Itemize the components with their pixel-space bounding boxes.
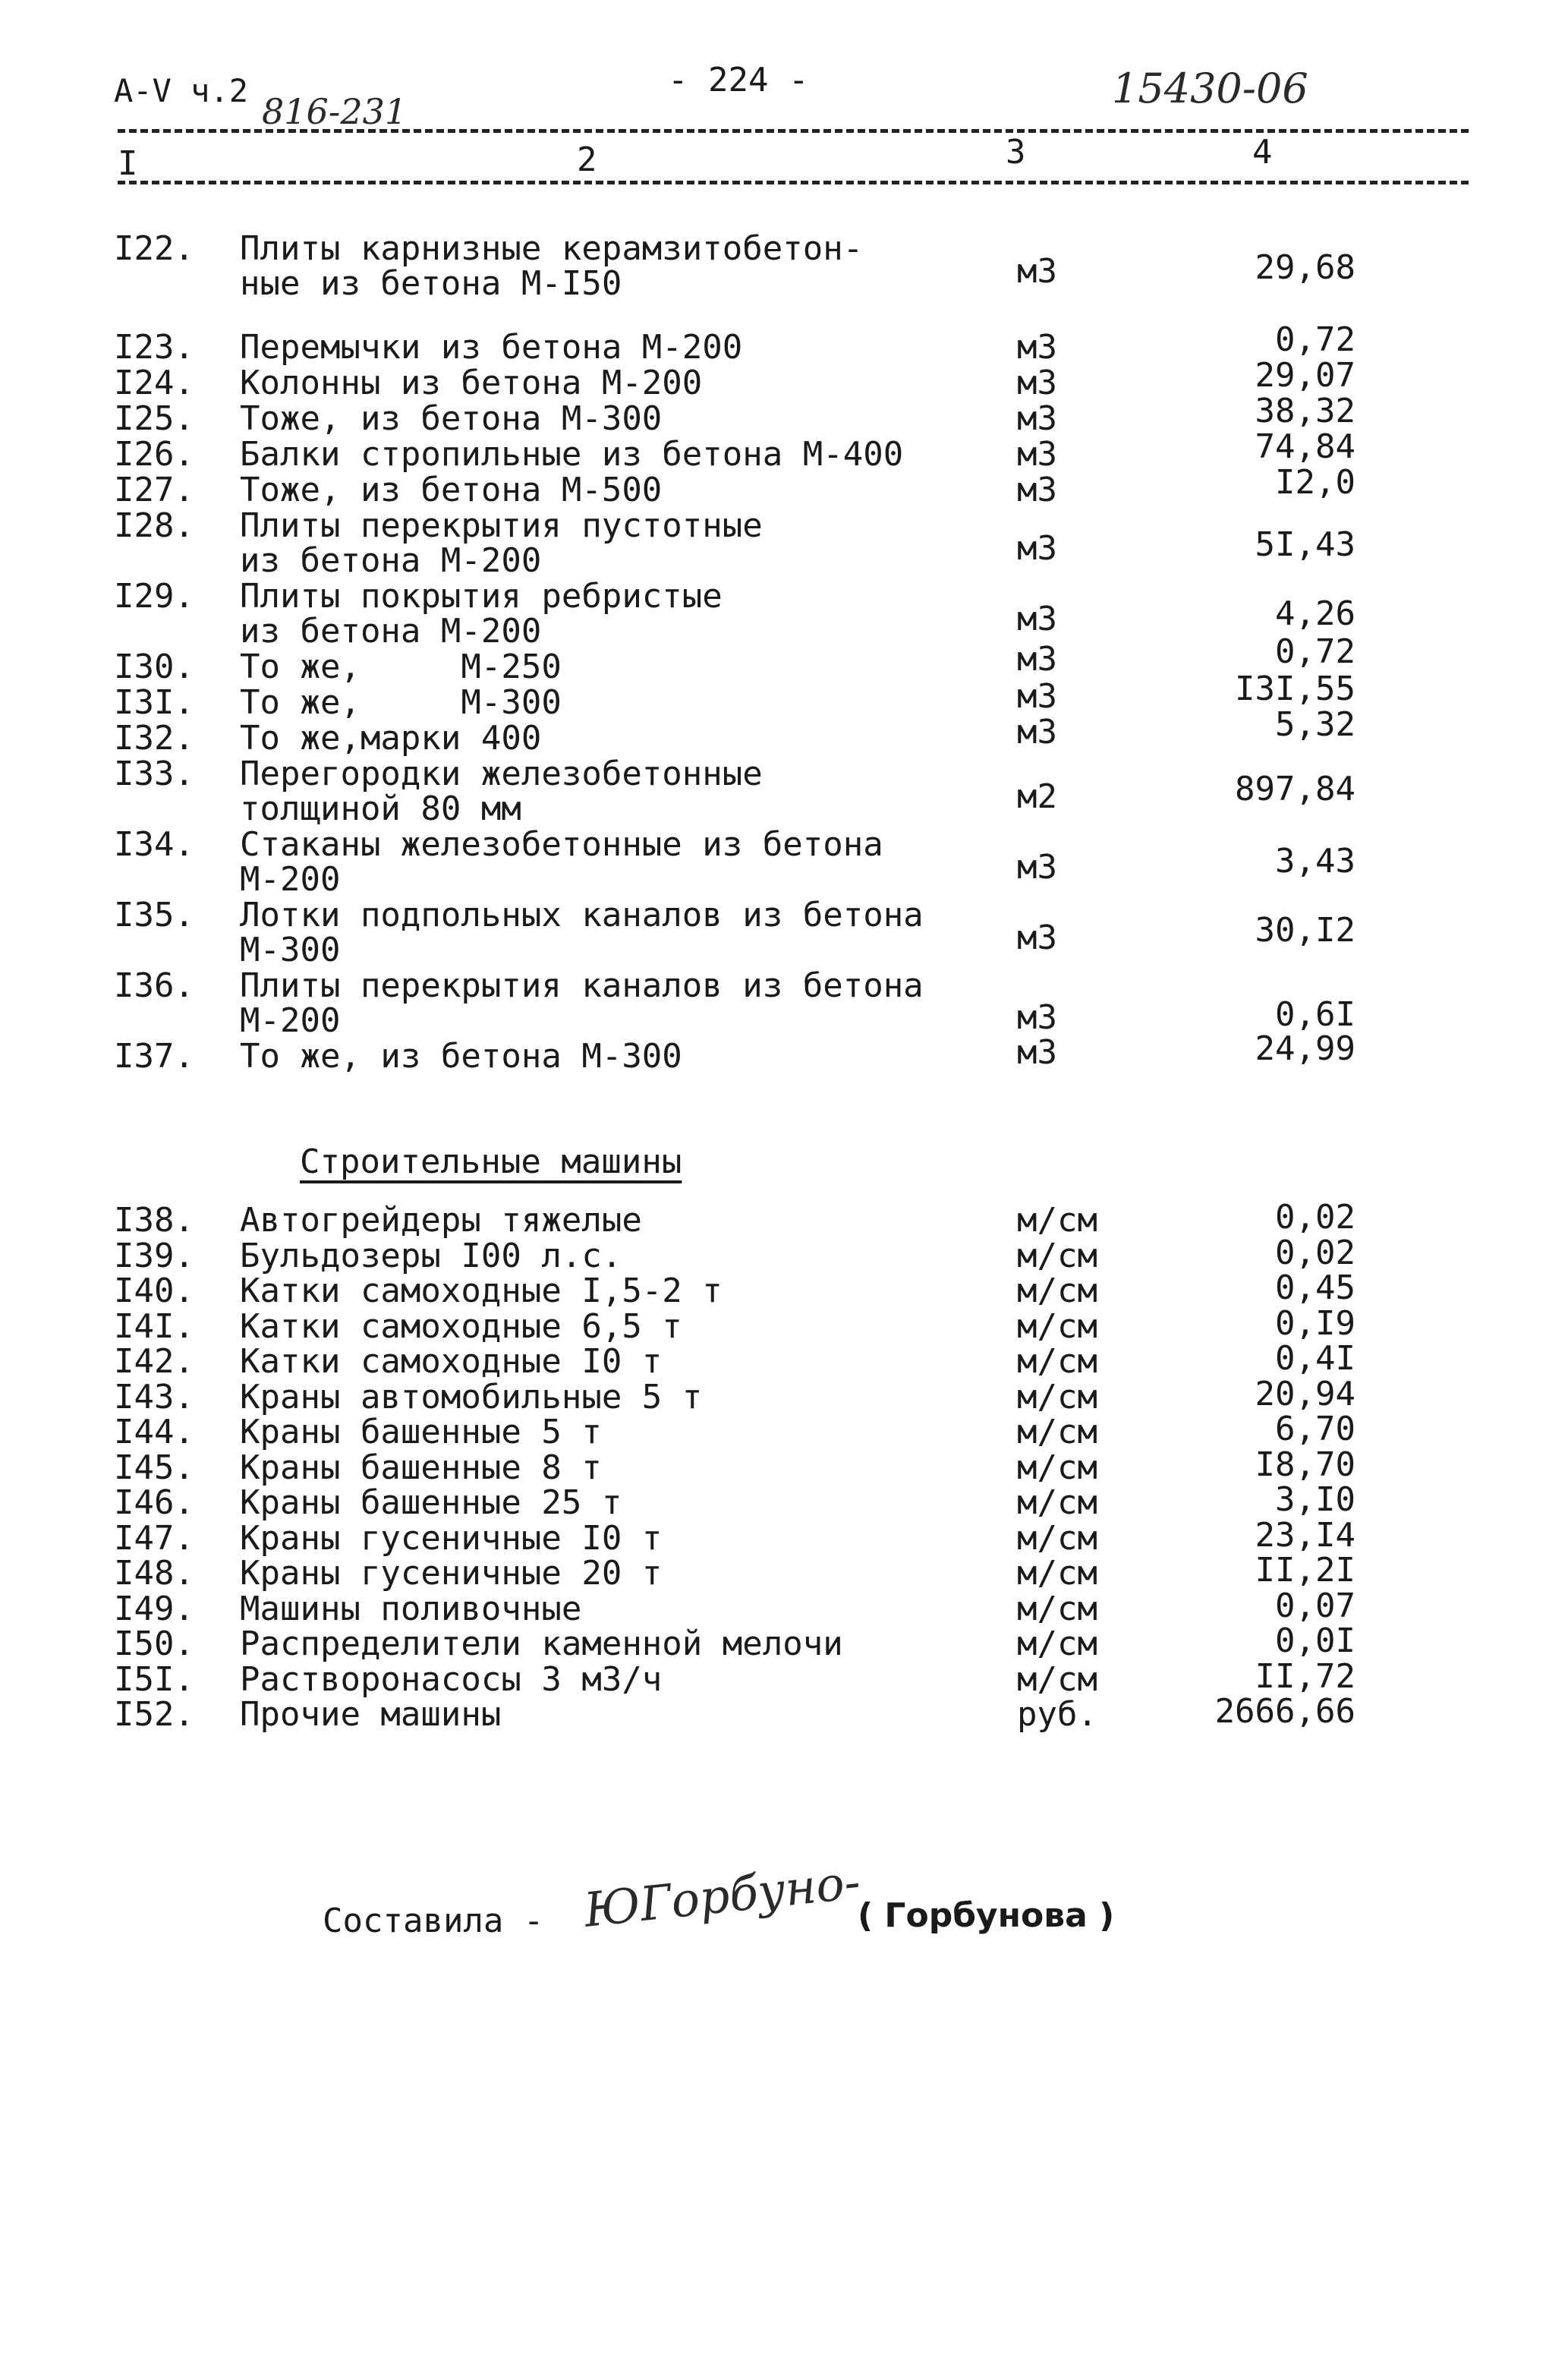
row-name: Краны гусеничные 20 т [240,1554,663,1593]
row-number: I37. [114,1037,194,1076]
row-unit: м/см [1017,1448,1097,1487]
row-name: Катки самоходные I0 т [240,1342,663,1381]
row-quantity: 3,43 [1275,842,1355,881]
row-number: I46. [114,1483,194,1522]
row-unit: м/см [1017,1236,1097,1275]
row-name: Краны башенные 5 т [240,1413,602,1451]
column-header-2: 2 [577,140,597,179]
row-number: I36. [114,966,194,1005]
row-unit: м3 [1017,1033,1057,1072]
row-number: I44. [114,1413,194,1451]
column-header-1: I [118,144,138,183]
row-quantity: 38,32 [1255,392,1355,430]
row-number: I32. [114,719,194,758]
row-unit: м3 [1017,252,1057,291]
row-number: I50. [114,1624,194,1663]
row-name: Катки самоходные I,5-2 т [240,1272,723,1310]
row-quantity: 0,6I [1275,995,1355,1034]
row-unit: м3 [1017,919,1057,957]
row-name: Перегородки железобетонные [240,755,763,793]
section-title-machines: Строительные машины [300,1142,682,1181]
table-row [0,506,1568,580]
row-number: I38. [114,1201,194,1240]
row-number: I26. [114,435,194,474]
row-name-line2: из бетона М-200 [240,612,542,651]
row-unit: м3 [1017,529,1057,568]
row-quantity: I2,0 [1275,463,1355,502]
row-unit: м/см [1017,1272,1097,1310]
page-number: - 224 - [668,61,809,99]
row-unit: м/см [1017,1201,1097,1240]
row-number: I42. [114,1342,194,1381]
row-unit: м3 [1017,399,1057,438]
row-unit: м/см [1017,1377,1097,1416]
row-name: Краны автомобильные 5 т [240,1377,703,1416]
row-quantity: 5I,43 [1255,525,1355,564]
row-number: I30. [114,648,194,686]
compiled-by-label: Составила - [323,1902,544,1940]
row-name: Краны башенные 8 т [240,1448,602,1487]
row-name: Колонны из бетона М-200 [240,364,703,402]
row-unit: м3 [1017,998,1057,1037]
column-header-4: 4 [1252,133,1273,172]
row-unit: м/см [1017,1413,1097,1451]
row-quantity: 0,02 [1275,1233,1355,1272]
row-name: Машины поливочные [240,1589,582,1628]
row-name: Краны башенные 25 т [240,1483,622,1522]
row-name: Растворонасосы 3 м3/ч [240,1659,663,1699]
row-number: I49. [114,1589,194,1628]
row-name: Плиты перекрытия пустотные [240,506,763,545]
row-name-line2: из бетона М-200 [240,541,542,580]
row-name: То же, М-250 [240,648,562,686]
row-name: Плиты перекрытия каналов из бетона [240,966,924,1005]
compiler-name: ( Горбунова ) [858,1896,1115,1935]
row-name: То же, М-300 [240,683,562,722]
row-number: I34. [114,825,194,864]
row-quantity: 20,94 [1255,1374,1355,1413]
column-header-3: 3 [1006,133,1026,172]
row-unit: м/см [1017,1342,1097,1381]
row-number: I3I. [114,683,194,722]
row-name: Распределители каменной мелочи [240,1624,843,1663]
table-row [0,757,1568,827]
row-name: То же,марки 400 [240,719,542,758]
row-unit: м3 [1017,328,1057,367]
row-unit: м3 [1017,435,1057,474]
row-quantity: 0,72 [1275,320,1355,359]
row-name-line2: М-200 [240,1001,341,1040]
row-unit: м/см [1017,1483,1097,1522]
row-number: I5I. [114,1659,194,1699]
row-unit: м/см [1017,1624,1097,1663]
table-row [0,898,1568,968]
table-row [0,229,1568,303]
header-rule-bottom [118,181,1469,184]
row-number: I43. [114,1377,194,1416]
row-quantity: I3I,55 [1235,670,1355,708]
row-quantity: 29,68 [1255,248,1355,287]
row-quantity: 5,32 [1275,705,1355,744]
row-name: Прочие машины [240,1695,502,1734]
row-number: I39. [114,1236,194,1275]
doc-code: А-V ч.2 [114,72,249,109]
signature: ЮГорбуно- [581,1854,863,1938]
row-unit: м3 [1017,471,1057,509]
row-quantity: 6,70 [1275,1410,1355,1448]
row-name: Балки стропильные из бетона М-400 [240,435,904,474]
row-name: Автогрейдеры тяжелые [240,1201,642,1240]
row-name: Лотки подпольных каналов из бетона [240,896,924,934]
row-unit: м/см [1017,1554,1097,1593]
row-number: I23. [114,328,194,367]
row-number: I22. [114,229,194,268]
handwritten-code-right: 15430-06 [1112,65,1308,112]
row-name: Тоже, из бетона М-500 [240,471,663,509]
row-number: I45. [114,1448,194,1487]
row-number: I4I. [114,1306,194,1346]
row-name: Краны гусеничные I0 т [240,1518,663,1558]
row-name: Плиты карнизные керамзитобетон- [240,229,864,268]
row-unit: м/см [1017,1589,1097,1628]
row-unit: м3 [1017,713,1057,752]
row-quantity: 0,0I [1275,1621,1355,1660]
row-number: I33. [114,755,194,793]
row-quantity: 897,84 [1235,770,1355,808]
row-unit: м2 [1017,777,1057,816]
row-name-line2: ные из бетона М-I50 [240,264,622,303]
row-number: I29. [114,577,194,616]
row-quantity: 4,26 [1275,594,1355,633]
row-quantity: II,2I [1255,1551,1355,1590]
row-quantity: 0,4I [1275,1339,1355,1378]
row-number: I24. [114,364,194,402]
row-name-line2: толщиной 80 мм [240,789,521,828]
row-quantity: 3,I0 [1275,1480,1355,1519]
row-unit: м/см [1017,1659,1097,1699]
row-number: I48. [114,1554,194,1593]
row-number: I27. [114,471,194,509]
row-quantity: 74,84 [1255,427,1355,466]
row-quantity: 2666,66 [1214,1692,1355,1731]
row-name: Тоже, из бетона М-300 [240,399,663,438]
row-quantity: II,72 [1255,1656,1355,1696]
row-name: Бульдозеры I00 л.с. [240,1236,622,1275]
row-unit: м3 [1017,848,1057,887]
handwritten-code-left: 816-231 [262,91,408,132]
row-number: I52. [114,1695,194,1734]
row-unit: м3 [1017,600,1057,638]
table-row [0,827,1568,897]
row-unit: м3 [1017,677,1057,716]
row-quantity: 0,45 [1275,1268,1355,1307]
row-unit: руб. [1017,1695,1097,1734]
row-name-line2: М-200 [240,860,341,899]
row-number: I35. [114,896,194,934]
row-quantity: 0,72 [1275,632,1355,671]
row-quantity: I8,70 [1255,1445,1355,1484]
row-number: I28. [114,506,194,545]
row-name: Плиты покрытия ребристые [240,577,723,616]
row-quantity: 0,I9 [1275,1303,1355,1343]
row-number: I40. [114,1272,194,1310]
row-name: Катки самоходные 6,5 т [240,1306,682,1346]
row-quantity: 0,02 [1275,1198,1355,1237]
row-quantity: 30,I2 [1255,911,1355,950]
row-quantity: 23,I4 [1255,1515,1355,1555]
row-quantity: 24,99 [1255,1029,1355,1068]
row-unit: м/см [1017,1306,1097,1346]
row-number: I47. [114,1518,194,1558]
row-number: I25. [114,399,194,438]
row-unit: м/см [1017,1518,1097,1558]
row-quantity: 0,07 [1275,1586,1355,1625]
row-name-line2: М-300 [240,931,341,969]
row-unit: м3 [1017,364,1057,402]
row-name: Перемычки из бетона М-200 [240,328,743,367]
table-row [0,966,1568,1040]
row-name: Стаканы железобетонные из бетона [240,825,883,864]
row-name: То же, из бетона М-300 [240,1037,682,1076]
row-quantity: 29,07 [1255,356,1355,395]
row-unit: м3 [1017,640,1057,679]
